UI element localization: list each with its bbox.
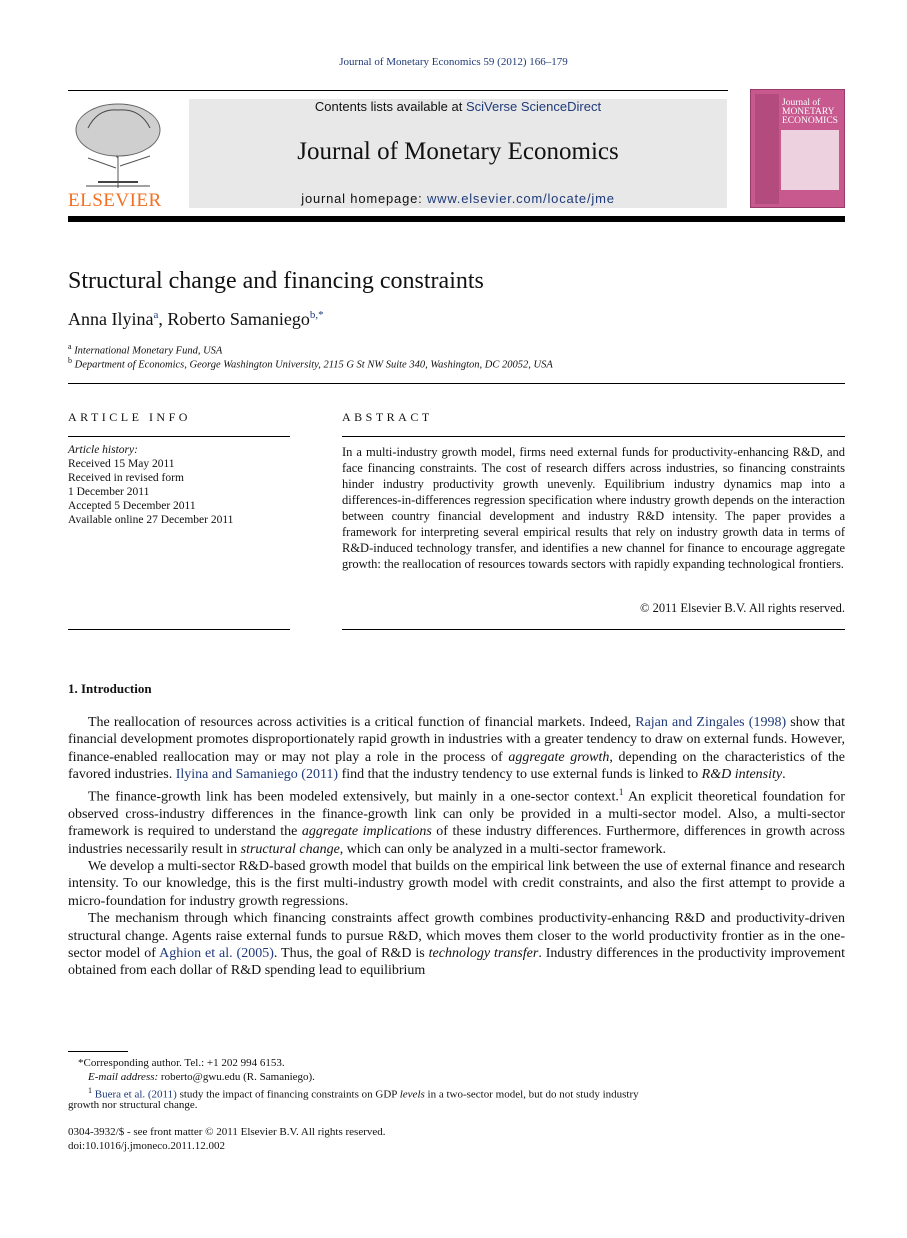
front-matter-line: 0304-3932/$ - see front matter © 2011 Elsevier B.V. All rights reserved.	[68, 1126, 386, 1138]
footnote-1: $^1$ Buera et al. (2011) study the impact of financing constraints on GDP levels in a two-sector model, but do not study industry	[88, 1086, 639, 1101]
citation-link[interactable]: Buera et al. (2011)	[94, 1088, 177, 1101]
footnote-1-cont: growth nor structural change.	[68, 1099, 198, 1111]
divider	[342, 436, 845, 437]
publisher-name: ELSEVIER	[68, 190, 162, 211]
abstract-text: In a multi-industry growth model, firms need external funds for productivity-enhancing R&D, and face financing constraints. The cost of research differs across industries, so financing constraints hinder industry productivity growth unevenly. Equilibrium industry dynamics map into a differences-in-differences regression specification where industry growth depends on the interaction between country financial development and industry R&D intensity. The paper provides a framework for interpreting several empirical results that rely on industry growth data in terms of R&D-induced technology transfer, and identifies a new channel for finance to encourage aggregate growth: the reallocation of resources towards sectors with rapidly expanding technological frontiers.	[342, 445, 845, 571]
divider	[68, 436, 290, 437]
citation-link[interactable]: Rajan and Zingales (1998)	[635, 715, 787, 730]
doi-line[interactable]: doi:10.1016/j.jmoneco.2011.12.002	[68, 1140, 225, 1152]
affiliation-b: $^b$ Department of Economics, George Washington University, 2115 G St NW Suite 340, Washington, DC 20052, USA	[68, 356, 553, 371]
author-name: Roberto Samaniego	[167, 309, 310, 329]
citation-link[interactable]: Aghion et al. (2005)	[159, 945, 274, 961]
citation-link[interactable]: Ilyina and Samaniego (2011)	[175, 767, 339, 783]
footnote-corresponding: *Corresponding author. Tel.: +1 202 994 6153.	[78, 1057, 285, 1069]
history-item: 1 December 2011	[68, 486, 150, 498]
paragraph: The mechanism through which financing constraints affect growth combines productivity-enhancing R&D and productivity-driven structural change. Agents raise external funds to pursue R&D, which moves them closer to the world productivity frontier as in the one-sector model of Aghion et al. (2005). Thus, the goal of R&D is technology transfer. Industry differences in the productivity improvement obtained from each dollar of R&D spending lead to equilibrium	[68, 911, 846, 979]
journal-citation[interactable]: Journal of Monetary Economics 59 (2012) 166–179	[339, 56, 568, 68]
divider	[342, 629, 845, 630]
history-item: Received 15 May 2011	[68, 458, 175, 470]
contents-line: Contents lists available at SciVerse ScienceDirect	[314, 99, 602, 114]
affiliation-a: $^a$ International Monetary Fund, USA	[68, 342, 223, 357]
intro-body	[68, 714, 845, 980]
affiliation-ref[interactable]: b,*	[309, 309, 324, 321]
divider	[68, 383, 845, 384]
journal-homepage: journal homepage: www.elsevier.com/locate/jme	[301, 191, 615, 206]
sciencedirect-link[interactable]: SciVerse ScienceDirect	[465, 99, 602, 114]
section-heading: 1. Introduction	[68, 681, 152, 696]
author-name: Anna Ilyina	[68, 309, 154, 329]
homepage-link[interactable]: www.elsevier.com/locate/jme	[426, 191, 615, 206]
footnote-ref[interactable]: 1	[618, 786, 624, 797]
abstract-heading: ABSTRACT	[342, 410, 433, 424]
footnote-rule	[68, 1051, 128, 1052]
paragraph: The finance-growth link has been modeled extensively, but mainly in a one-sector context.$^1$ An explicit theoretical foundation for observed cross-industry differences in the finance-growth link can only be provided in a multi-sector model. Also, a multi-sector framework is required to understand the aggregate implications of these industry differences. Furthermore, differences in growth across industries necessarily result in structural change, which can only be analyzed in a multi-sector framework.	[68, 786, 845, 857]
header-rule	[68, 90, 728, 91]
footnote-email: E-mail address: roberto@gwu.edu (R. Samaniego).	[88, 1071, 315, 1083]
article-title: Structural change and financing constraints	[68, 268, 484, 294]
cover-title: Journal of MONETARY ECONOMICS	[782, 98, 838, 126]
header-thick-bar	[68, 216, 845, 222]
article-history	[68, 443, 233, 527]
history-item: Accepted 5 December 2011	[68, 500, 196, 512]
history-item: Available online 27 December 2011	[68, 514, 234, 526]
journal-title: Journal of Monetary Economics	[297, 138, 619, 165]
author-list: Anna Ilyina$^a$, Roberto Samaniego$^{b,*}$	[68, 309, 324, 329]
abstract-copyright: © 2011 Elsevier B.V. All rights reserved.	[640, 601, 845, 615]
article-info-heading: ARTICLE INFO	[68, 410, 191, 424]
divider	[68, 629, 290, 630]
paragraph: We develop a multi-sector R&D-based growth model that builds on the empirical link between the use of external finance and research intensity. To our knowledge, this is the first multi-industry growth model with credit constraints, and also the first attempt to provide a micro-foundation for industry growth regressions.	[68, 858, 845, 909]
affiliation-ref[interactable]: a	[153, 309, 159, 321]
history-label: Article history:	[68, 444, 138, 456]
paragraph: The reallocation of resources across activities is a critical function of financial markets. Indeed, Rajan and Zingales (1998) show that financial development promotes disproportionately rapid growth in industries with a greater tendency to draw on external funds. However, finance-enabled reallocation may or may not play a role in the process of aggregate growth, depending on the characteristics of the favored industries. Ilyina and Samaniego (2011) find that the industry tendency to use external funds is linked to R&D intensity.	[68, 715, 845, 783]
history-item: Received in revised form	[68, 472, 184, 484]
